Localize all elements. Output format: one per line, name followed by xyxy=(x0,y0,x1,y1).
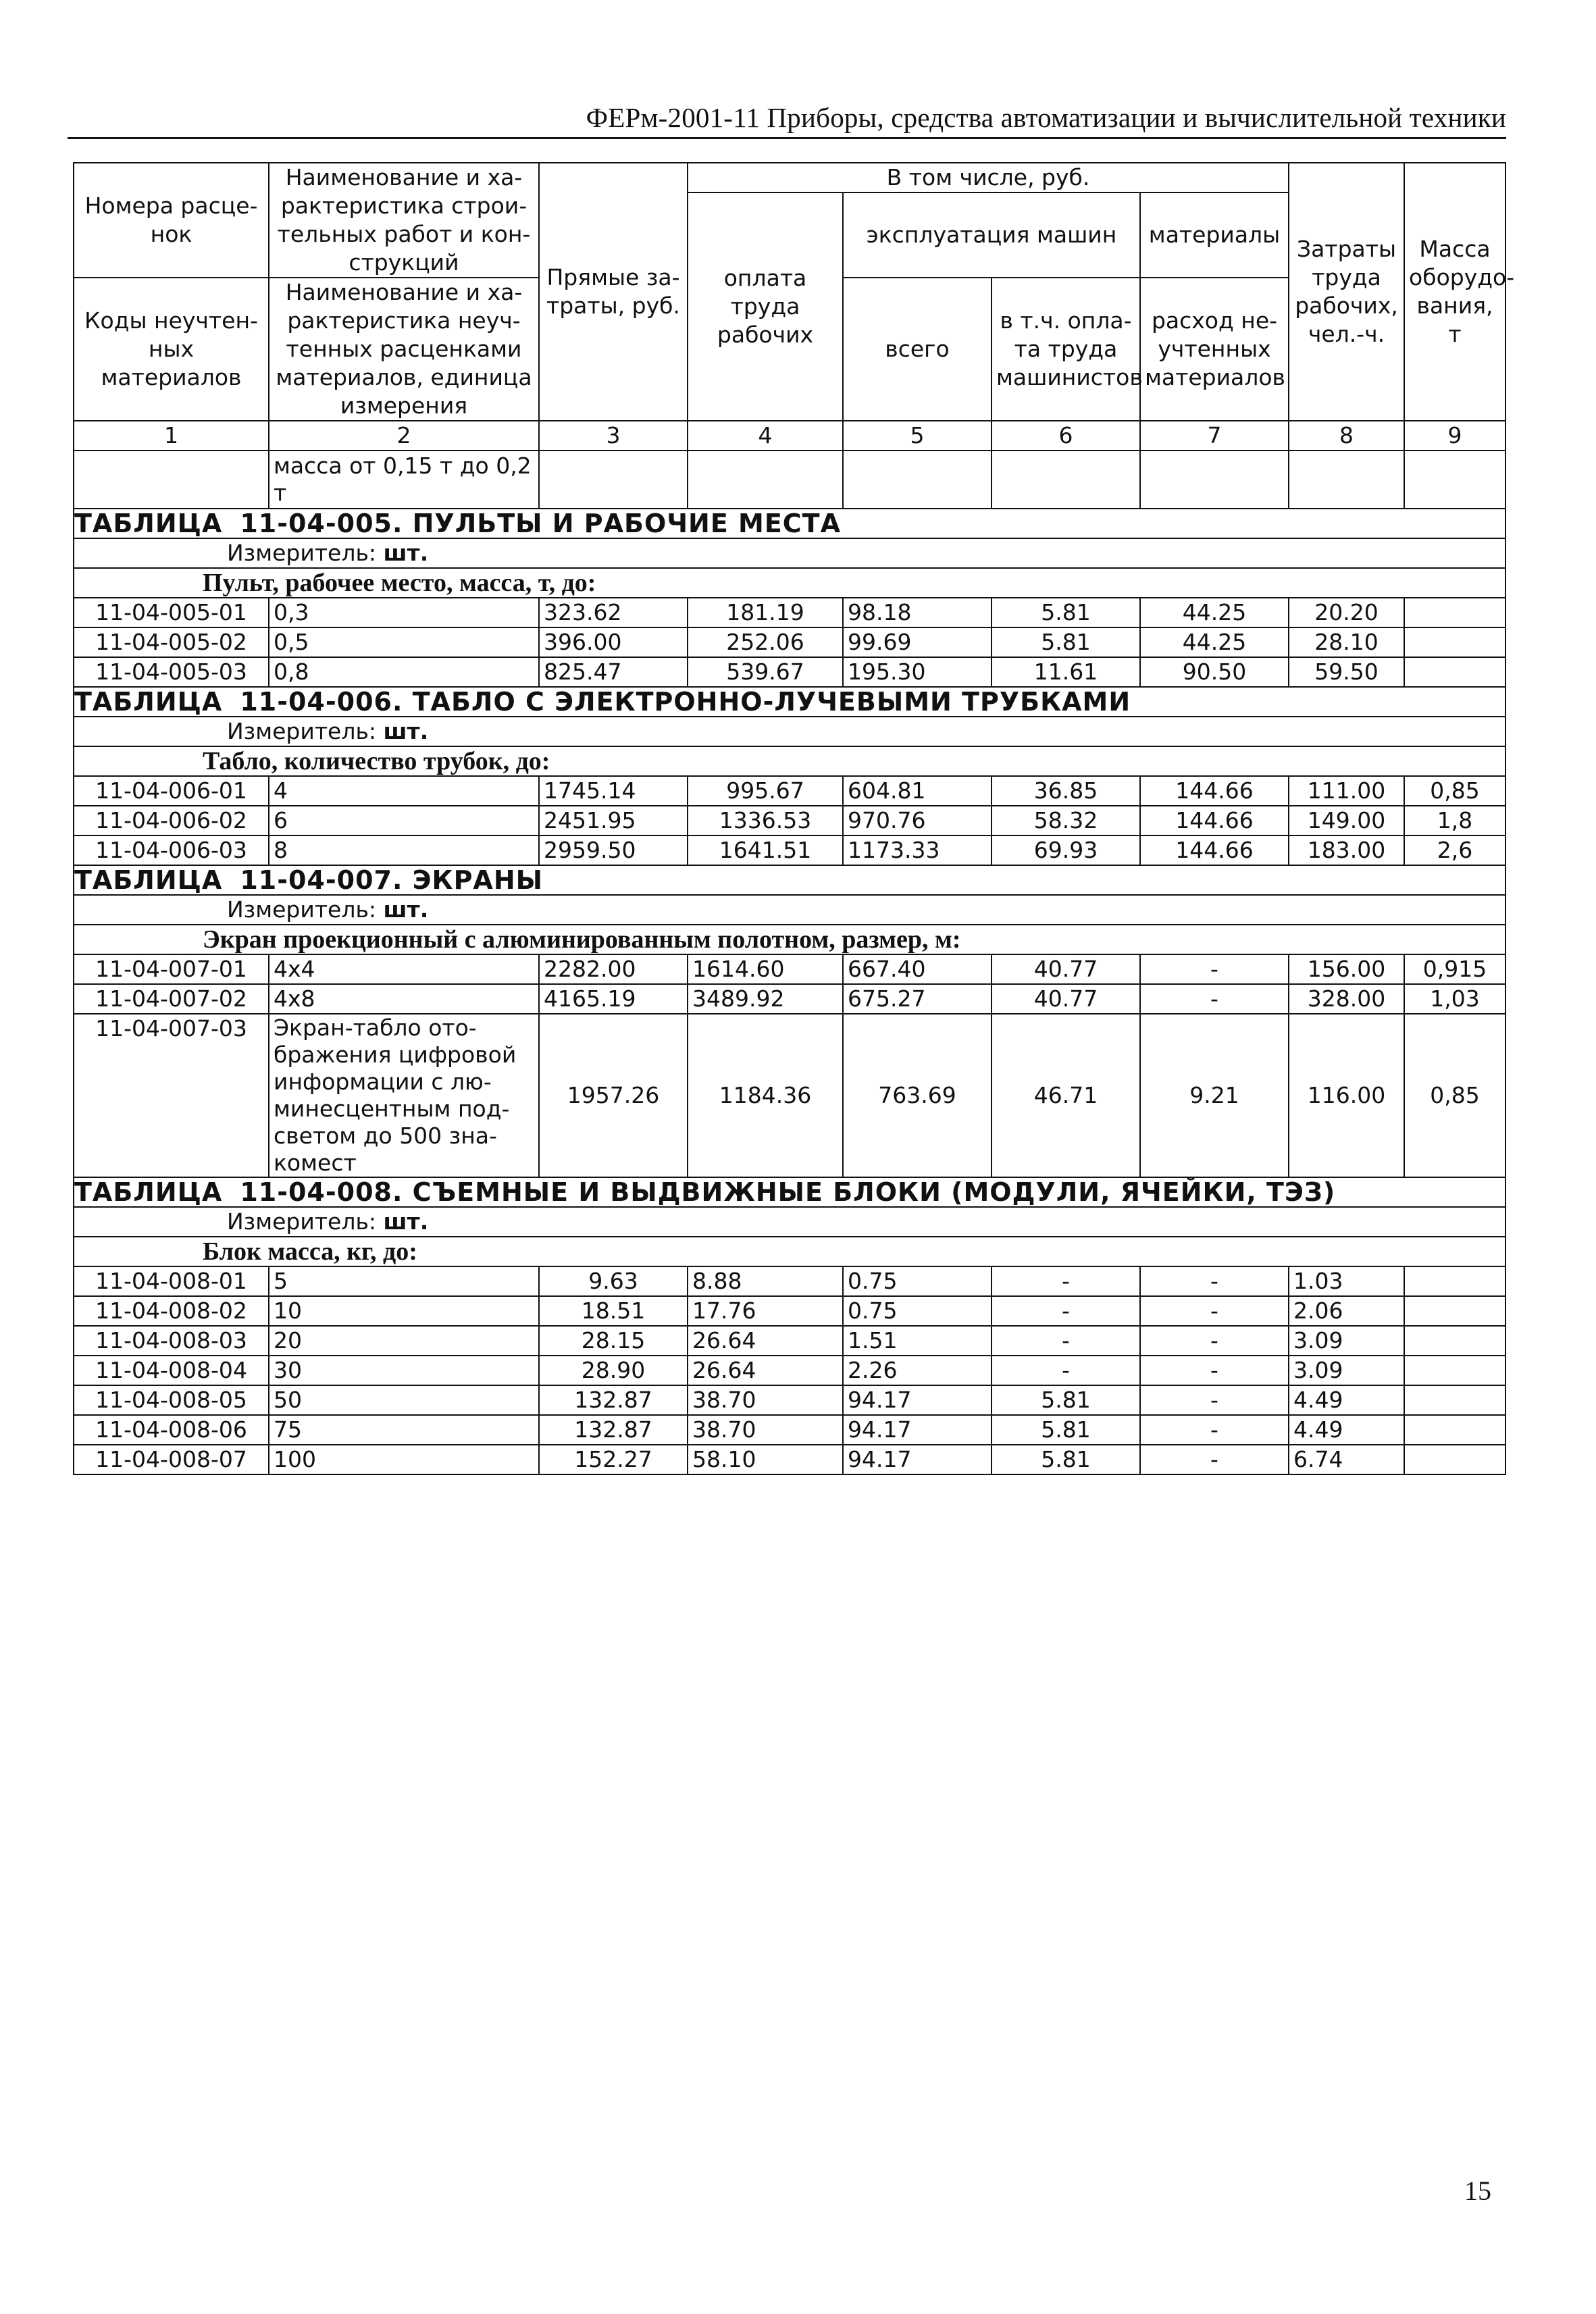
direct-costs: 2282.00 xyxy=(539,954,688,984)
machines-total: 2.26 xyxy=(843,1356,992,1385)
worker-pay: 26.64 xyxy=(688,1356,843,1385)
group-heading: Экран проекционный с алюминированным полотном, размер, м: xyxy=(74,925,1505,954)
group-heading: Пульт, рабочее место, масса, т, до: xyxy=(74,568,1505,598)
operator-pay: 40.77 xyxy=(992,954,1140,984)
materials: 44.25 xyxy=(1140,598,1289,627)
column-number: 1 xyxy=(74,421,269,451)
direct-costs: 323.62 xyxy=(539,598,688,627)
table-title-row xyxy=(74,687,1505,717)
worker-pay: 1336.53 xyxy=(688,806,843,835)
table-row xyxy=(74,806,1505,835)
characteristic: 4 xyxy=(269,776,539,806)
table-row xyxy=(74,1385,1505,1415)
equipment-mass xyxy=(1404,598,1505,627)
characteristic: 0,5 xyxy=(269,627,539,657)
machines-total: 970.76 xyxy=(843,806,992,835)
machines-total: 0.75 xyxy=(843,1266,992,1296)
rate-code: 11-04-005-03 xyxy=(74,657,269,687)
labor-hours: 328.00 xyxy=(1289,984,1404,1014)
table-row xyxy=(74,835,1505,865)
group-row xyxy=(74,568,1505,598)
labor-hours: 59.50 xyxy=(1289,657,1404,687)
column-number: 8 xyxy=(1289,421,1404,451)
equipment-mass xyxy=(1404,1326,1505,1356)
labor-hours: 20.20 xyxy=(1289,598,1404,627)
direct-costs: 1745.14 xyxy=(539,776,688,806)
materials: - xyxy=(1140,1415,1289,1445)
meter-line xyxy=(74,717,1505,746)
group-row xyxy=(74,925,1505,954)
rate-code: 11-04-005-01 xyxy=(74,598,269,627)
equipment-mass xyxy=(1404,627,1505,657)
col-header-work-name: Наименование и ха-рактеристика строи-тельных работ и кон-струкций xyxy=(269,163,539,278)
col-header-direct-costs: Прямые за-траты, руб. xyxy=(539,163,688,421)
operator-pay: 5.81 xyxy=(992,1445,1140,1474)
machines-total: 763.69 xyxy=(843,1014,992,1177)
rate-code: 11-04-006-01 xyxy=(74,776,269,806)
header-row-1 xyxy=(74,163,1505,192)
norms-table xyxy=(73,162,1515,1475)
table-code: 11-04-007. ЭКРАНЫ xyxy=(240,865,544,895)
labor-hours: 149.00 xyxy=(1289,806,1404,835)
table-title xyxy=(74,509,1505,538)
characteristic: 20 xyxy=(269,1326,539,1356)
materials: 9.21 xyxy=(1140,1014,1289,1177)
direct-costs: 2451.95 xyxy=(539,806,688,835)
rate-code: 11-04-008-02 xyxy=(74,1296,269,1326)
table-row xyxy=(74,1266,1505,1296)
direct-costs: 825.47 xyxy=(539,657,688,687)
materials: - xyxy=(1140,1266,1289,1296)
labor-hours: 1.03 xyxy=(1289,1266,1404,1296)
worker-pay: 252.06 xyxy=(688,627,843,657)
machines-total: 94.17 xyxy=(843,1415,992,1445)
carry-over-text: масса от 0,15 т до 0,2 т xyxy=(269,451,539,509)
table-title-row xyxy=(74,1177,1505,1207)
rate-code: 11-04-008-05 xyxy=(74,1385,269,1415)
worker-pay: 17.76 xyxy=(688,1296,843,1326)
page-number: 15 xyxy=(1464,2176,1491,2206)
running-header: ФЕРм-2001-11 Приборы, средства автоматизации и вычислительной техники xyxy=(586,102,1506,133)
worker-pay: 181.19 xyxy=(688,598,843,627)
operator-pay: - xyxy=(992,1296,1140,1326)
meter-line xyxy=(74,538,1505,568)
group-heading: Блок масса, кг, до: xyxy=(74,1237,1505,1266)
direct-costs: 152.27 xyxy=(539,1445,688,1474)
worker-pay: 58.10 xyxy=(688,1445,843,1474)
group-heading: Табло, количество трубок, до: xyxy=(74,746,1505,776)
col-header-materials: материалы xyxy=(1140,192,1289,278)
operator-pay: 5.81 xyxy=(992,598,1140,627)
table-title-row xyxy=(74,509,1505,538)
worker-pay: 8.88 xyxy=(688,1266,843,1296)
characteristic: 5 xyxy=(269,1266,539,1296)
materials: - xyxy=(1140,1356,1289,1385)
characteristic: 8 xyxy=(269,835,539,865)
operator-pay: 5.81 xyxy=(992,627,1140,657)
characteristic: 4x8 xyxy=(269,984,539,1014)
table-row xyxy=(74,1356,1505,1385)
column-number: 2 xyxy=(269,421,539,451)
column-number: 7 xyxy=(1140,421,1289,451)
equipment-mass: 2,6 xyxy=(1404,835,1505,865)
labor-hours: 183.00 xyxy=(1289,835,1404,865)
table-row xyxy=(74,984,1505,1014)
rate-code: 11-04-007-01 xyxy=(74,954,269,984)
meter-line xyxy=(74,1207,1505,1237)
operator-pay: 11.61 xyxy=(992,657,1140,687)
rate-code: 11-04-008-03 xyxy=(74,1326,269,1356)
equipment-mass xyxy=(1404,1415,1505,1445)
operator-pay: 36.85 xyxy=(992,776,1140,806)
col-header-equipment-mass: Масса оборудо-вания, т xyxy=(1404,163,1505,421)
carry-over-row xyxy=(74,451,1505,509)
rate-code: 11-04-008-04 xyxy=(74,1356,269,1385)
direct-costs: 4165.19 xyxy=(539,984,688,1014)
characteristic: 75 xyxy=(269,1415,539,1445)
table-title-row xyxy=(74,865,1505,895)
equipment-mass xyxy=(1404,1445,1505,1474)
direct-costs: 2959.50 xyxy=(539,835,688,865)
group-row xyxy=(74,746,1505,776)
meter-line xyxy=(74,895,1505,925)
table-code: 11-04-006. ТАБЛО С ЭЛЕКТРОННО-ЛУЧЕВЫМИ ТРУБКАМИ xyxy=(240,687,1131,717)
column-numbers-row xyxy=(74,421,1505,451)
materials: - xyxy=(1140,954,1289,984)
machines-total: 667.40 xyxy=(843,954,992,984)
labor-hours: 28.10 xyxy=(1289,627,1404,657)
rate-code: 11-04-007-03 xyxy=(74,1014,269,1177)
operator-pay: 5.81 xyxy=(992,1415,1140,1445)
rate-code: 11-04-005-02 xyxy=(74,627,269,657)
col-header-unaccounted-materials: расход не-учтенных материалов xyxy=(1140,278,1289,421)
meter-unit: шт. xyxy=(383,1208,429,1235)
column-number: 6 xyxy=(992,421,1140,451)
labor-hours: 156.00 xyxy=(1289,954,1404,984)
meter-row xyxy=(74,717,1505,746)
meter-unit: шт. xyxy=(383,540,429,566)
header-rule xyxy=(68,137,1506,139)
rate-code: 11-04-006-03 xyxy=(74,835,269,865)
table-title xyxy=(74,687,1505,717)
machines-total: 98.18 xyxy=(843,598,992,627)
direct-costs: 28.15 xyxy=(539,1326,688,1356)
table-row xyxy=(74,598,1505,627)
labor-hours: 111.00 xyxy=(1289,776,1404,806)
table-row xyxy=(74,1014,1505,1177)
labor-hours: 2.06 xyxy=(1289,1296,1404,1326)
materials: 144.66 xyxy=(1140,806,1289,835)
worker-pay: 995.67 xyxy=(688,776,843,806)
table-row xyxy=(74,1326,1505,1356)
table-title xyxy=(74,1177,1505,1207)
equipment-mass: 0,915 xyxy=(1404,954,1505,984)
materials: - xyxy=(1140,1385,1289,1415)
column-number: 4 xyxy=(688,421,843,451)
meter-row xyxy=(74,1207,1505,1237)
characteristic: 0,8 xyxy=(269,657,539,687)
meter-label: Измеритель: xyxy=(227,1208,377,1235)
operator-pay: 5.81 xyxy=(992,1385,1140,1415)
materials: - xyxy=(1140,984,1289,1014)
equipment-mass xyxy=(1404,1385,1505,1415)
group-row xyxy=(74,1237,1505,1266)
machines-total: 604.81 xyxy=(843,776,992,806)
col-header-rate-numbers: Номера расце-нок xyxy=(74,163,269,278)
worker-pay: 1184.36 xyxy=(688,1014,843,1177)
materials: 144.66 xyxy=(1140,776,1289,806)
rate-code: 11-04-008-01 xyxy=(74,1266,269,1296)
col-header-machines-total: всего xyxy=(843,278,992,421)
labor-hours: 6.74 xyxy=(1289,1445,1404,1474)
direct-costs: 28.90 xyxy=(539,1356,688,1385)
rate-code: 11-04-007-02 xyxy=(74,984,269,1014)
direct-costs: 9.63 xyxy=(539,1266,688,1296)
meter-row xyxy=(74,538,1505,568)
col-header-operator-pay: в т.ч. опла-та труда машинистов xyxy=(992,278,1140,421)
col-header-worker-pay: оплата труда рабочих xyxy=(688,192,843,421)
table-code: 11-04-008. СЪЕМНЫЕ И ВЫДВИЖНЫЕ БЛОКИ (МОДУЛИ, ЯЧЕЙКИ, ТЭЗ) xyxy=(240,1177,1336,1207)
meter-label: Измеритель: xyxy=(227,896,377,923)
labor-hours: 116.00 xyxy=(1289,1014,1404,1177)
operator-pay: 46.71 xyxy=(992,1014,1140,1177)
meter-unit: шт. xyxy=(383,718,429,744)
equipment-mass: 0,85 xyxy=(1404,1014,1505,1177)
table-row xyxy=(74,1296,1505,1326)
operator-pay: - xyxy=(992,1326,1140,1356)
machines-total: 675.27 xyxy=(843,984,992,1014)
column-number: 5 xyxy=(843,421,992,451)
equipment-mass xyxy=(1404,1296,1505,1326)
worker-pay: 26.64 xyxy=(688,1326,843,1356)
column-number: 3 xyxy=(539,421,688,451)
machines-total: 1173.33 xyxy=(843,835,992,865)
operator-pay: - xyxy=(992,1266,1140,1296)
materials: - xyxy=(1140,1296,1289,1326)
col-header-material-name: Наименование и ха-рактеристика неуч-тенных расценками материалов, единица измерения xyxy=(269,278,539,421)
col-header-including: В том числе, руб. xyxy=(688,163,1289,192)
equipment-mass xyxy=(1404,657,1505,687)
materials: - xyxy=(1140,1445,1289,1474)
labor-hours: 3.09 xyxy=(1289,1326,1404,1356)
characteristic: 100 xyxy=(269,1445,539,1474)
characteristic: 0,3 xyxy=(269,598,539,627)
worker-pay: 3489.92 xyxy=(688,984,843,1014)
table-row xyxy=(74,1445,1505,1474)
table-label: ТАБЛИЦА xyxy=(74,509,223,538)
operator-pay: 40.77 xyxy=(992,984,1140,1014)
direct-costs: 396.00 xyxy=(539,627,688,657)
characteristic: 6 xyxy=(269,806,539,835)
column-number: 9 xyxy=(1404,421,1505,451)
characteristic: 50 xyxy=(269,1385,539,1415)
equipment-mass: 1,03 xyxy=(1404,984,1505,1014)
worker-pay: 539.67 xyxy=(688,657,843,687)
characteristic: Экран-табло ото-бражения цифровой информации с лю-минесцентным под-светом до 500 зна-комест xyxy=(269,1014,539,1177)
characteristic: 4x4 xyxy=(269,954,539,984)
equipment-mass xyxy=(1404,1266,1505,1296)
rate-code: 11-04-008-07 xyxy=(74,1445,269,1474)
meter-unit: шт. xyxy=(383,896,429,923)
direct-costs: 132.87 xyxy=(539,1385,688,1415)
equipment-mass xyxy=(1404,1356,1505,1385)
operator-pay: 69.93 xyxy=(992,835,1140,865)
direct-costs: 18.51 xyxy=(539,1296,688,1326)
table-title xyxy=(74,865,1505,895)
operator-pay: 58.32 xyxy=(992,806,1140,835)
table-label: ТАБЛИЦА xyxy=(74,1177,223,1207)
table-row xyxy=(74,657,1505,687)
meter-label: Измеритель: xyxy=(227,718,377,744)
machines-total: 94.17 xyxy=(843,1385,992,1415)
rate-code: 11-04-006-02 xyxy=(74,806,269,835)
worker-pay: 38.70 xyxy=(688,1415,843,1445)
characteristic: 10 xyxy=(269,1296,539,1326)
table-row xyxy=(74,1415,1505,1445)
materials: 44.25 xyxy=(1140,627,1289,657)
meter-label: Измеритель: xyxy=(227,540,377,566)
materials: - xyxy=(1140,1326,1289,1356)
table-row xyxy=(74,776,1505,806)
table-row xyxy=(74,954,1505,984)
machines-total: 99.69 xyxy=(843,627,992,657)
operator-pay: - xyxy=(992,1356,1140,1385)
characteristic: 30 xyxy=(269,1356,539,1385)
machines-total: 0.75 xyxy=(843,1296,992,1326)
worker-pay: 1641.51 xyxy=(688,835,843,865)
machines-total: 94.17 xyxy=(843,1445,992,1474)
equipment-mass: 1,8 xyxy=(1404,806,1505,835)
labor-hours: 4.49 xyxy=(1289,1415,1404,1445)
table-code: 11-04-005. ПУЛЬТЫ И РАБОЧИЕ МЕСТА xyxy=(240,509,842,538)
direct-costs: 132.87 xyxy=(539,1415,688,1445)
col-header-labor-hours: Затраты труда рабочих, чел.-ч. xyxy=(1289,163,1404,421)
materials: 144.66 xyxy=(1140,835,1289,865)
table-label: ТАБЛИЦА xyxy=(74,865,223,895)
direct-costs: 1957.26 xyxy=(539,1014,688,1177)
col-header-machines: эксплуатация машин xyxy=(843,192,1140,278)
table-label: ТАБЛИЦА xyxy=(74,687,223,717)
col-header-material-codes: Коды неучтен-ных материалов xyxy=(74,278,269,421)
equipment-mass: 0,85 xyxy=(1404,776,1505,806)
worker-pay: 38.70 xyxy=(688,1385,843,1415)
worker-pay: 1614.60 xyxy=(688,954,843,984)
meter-row xyxy=(74,895,1505,925)
table-row xyxy=(74,627,1505,657)
labor-hours: 3.09 xyxy=(1289,1356,1404,1385)
rate-code: 11-04-008-06 xyxy=(74,1415,269,1445)
machines-total: 1.51 xyxy=(843,1326,992,1356)
materials: 90.50 xyxy=(1140,657,1289,687)
labor-hours: 4.49 xyxy=(1289,1385,1404,1415)
machines-total: 195.30 xyxy=(843,657,992,687)
